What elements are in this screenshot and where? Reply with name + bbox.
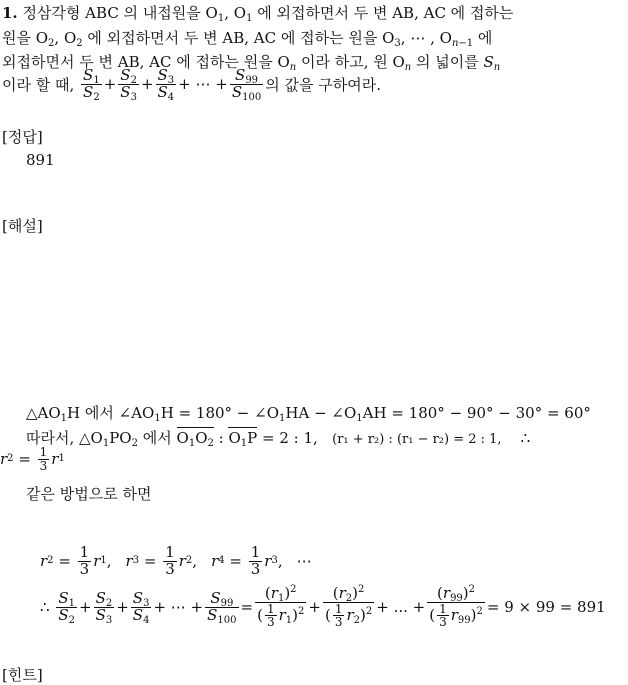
problem-text: 에 외접하면서 두 변 AB, AC 에 접하는: [252, 4, 514, 22]
fraction-s2-s3: $\frac{S_2}{S_3}$: [120, 66, 137, 103]
explanation-line-1: $\triangle AO_1H$ 에서 $\angle AO_1H = 180^\circ$ − $\angle O_1HA$ − $\angle O_1AH = 180^\circ - 90^\circ - 30^\circ = 60^\circ$: [26, 404, 591, 424]
fraction-r99-squared: $(r_{99})^2$ ( $\frac{1}{3}$ $r_{99})^2$: [429, 584, 483, 630]
problem-text: 정삼각형 ABC 의 내접원을 O: [22, 4, 218, 22]
expl-text: 에서: [137, 429, 177, 447]
fraction-one-third: $\frac{1}{3}$: [79, 543, 90, 578]
problem-line-3: 외접하면서 두 변 AB, AC 에 접하는 원을 $O_n$ 이라 하고, 원 $O_n$ 의 넓이를 $S_n$: [2, 53, 501, 73]
fraction-s1-s2: $\frac{S_1}{S_2}$: [83, 66, 100, 103]
answer-label: [정답]: [2, 128, 43, 146]
explanation-recurrences: r 2 = $\frac{1}{3}$ r 1 , r 3 = $\frac{1}{3}$ r 2 , r 4 = $\frac{1}{3}$ r 3 , ⋯: [40, 543, 312, 578]
problem-text: , O: [54, 29, 77, 47]
ratio-expression: (r₁ + r₂) : (r₁ − r₂) = 2 : 1,: [332, 432, 502, 447]
fraction-one-third: $\frac{1}{3}$: [250, 543, 261, 578]
problem-line-1: 1. 정삼각형 ABC 의 내접원을 $O_1$, $O_1$ 에 외접하면서 두 변 AB, AC 에 접하는: [2, 4, 514, 24]
problem-text: , O: [224, 4, 247, 22]
expl-text: AH = 180° − 90° − 30° = 60°: [362, 404, 591, 422]
fraction-s3-s4: $\frac{S_3}{S_4}$: [157, 66, 175, 103]
problem-text: 이라 할 때,: [2, 75, 75, 94]
problem-line-4: 이라 할 때, $\frac{S_1}{S_2}$ + $\frac{S_2}{S_3}$ + $\frac{S_3}{S_4}$ + ⋯ + $\frac{S_{99}}{S_{100}}$ 의 값을 구하여라.: [2, 66, 381, 103]
fraction-s3-s4: $\frac{S_3}{S_4}$: [132, 589, 150, 626]
explanation-line-2: 따라서, $\triangle O_1PO_2$ 에서 $O_1O_2$ : $O_1P = 2$ : 1, (r₁ + r₂) : (r₁ − r₂) = 2 : 1, ∴: [26, 429, 531, 449]
expl-text: HA − ∠O: [285, 404, 357, 422]
fraction-r1-squared: $(r_1)^2$ ( $\frac{1}{3}$ $r_1)^2$: [257, 584, 305, 630]
ellipsis: ⋯: [296, 552, 312, 571]
fraction-r2-squared: $(r_2)^2$ ( $\frac{1}{3}$ $r_2)^2$: [324, 584, 373, 630]
segment-o1p: $O_1P$: [228, 429, 258, 449]
expl-text: △AO: [26, 404, 61, 422]
answer-value: 891: [26, 151, 55, 169]
fraction-one-third: $\frac{1}{3}$: [165, 543, 175, 578]
therefore-symbol: ∴: [520, 429, 531, 447]
expl-text: PO: [109, 429, 132, 447]
segment-o1o2: $O_1O_2$: [176, 429, 214, 449]
explanation-label: [해설]: [2, 217, 43, 235]
explanation-final-sum: ∴ $\frac{S_1}{S_2}$ + $\frac{S_2}{S_3}$ + $\frac{S_3}{S_4}$ + ⋯ + $\frac{S_{99}}{S_{100}}$ = $(r_1)^2$ ( $\frac{1}{3}$ $r_1)^2$ + $(r_2)^2$ ( $\frac{1}{3}$ $r_2)^2$ + ... + $(r_{99})^2$ ( $\frac{1}{3}$ $r_{99})^2$ = 9 × 99 = 891: [40, 584, 606, 630]
expl-text: 따라서, △O: [26, 429, 103, 447]
explanation-line-3: r 2 = $\frac{1}{3}$ r 1: [0, 445, 65, 473]
problem-text: 의 값을 구하여라.: [265, 75, 381, 94]
problem-text: 외접하면서 두 변 AB, AC 에 접하는 원을 O: [2, 53, 290, 71]
expl-text: H = 180° − ∠O: [160, 404, 280, 422]
problem-line-2: 원을 $O_2$, $O_2$ 에 외접하면서 두 변 AB, AC 에 접하는 원을 $O_3$, ⋯ , $O_{n-1}$ 에: [2, 29, 493, 49]
therefore-symbol: ∴: [40, 598, 50, 617]
hint-label: [힌트]: [2, 666, 43, 684]
expl-text: = 2 : 1,: [257, 429, 318, 447]
fraction-one-third: $\frac{1}{3}$: [39, 445, 48, 473]
problem-text: 에: [473, 29, 493, 47]
problem-text: 에 외접하면서 두 변 AB, AC 에 접하는 원을 O: [82, 29, 395, 47]
problem-number: 1.: [2, 4, 18, 22]
fraction-s99-s100: $\frac{S_{99}}{S_{100}}$: [231, 66, 262, 103]
expl-text: H 에서 ∠AO: [67, 404, 155, 422]
final-result: = 9 × 99 = 891: [486, 598, 606, 617]
problem-text: 의 넓이를: [411, 53, 484, 71]
fraction-s2-s3: $\frac{S_2}{S_3}$: [95, 589, 113, 626]
same-method-text: 같은 방법으로 하면: [26, 485, 152, 503]
problem-text: , ⋯ , O: [400, 29, 452, 47]
fraction-s1-s2: $\frac{S_1}{S_2}$: [58, 589, 75, 626]
problem-text: 이라 하고, 원 O: [296, 53, 405, 71]
problem-text: 원을 O: [2, 29, 49, 47]
fraction-s99-s100: $\frac{S_{99}}{S_{100}}$: [207, 589, 237, 626]
